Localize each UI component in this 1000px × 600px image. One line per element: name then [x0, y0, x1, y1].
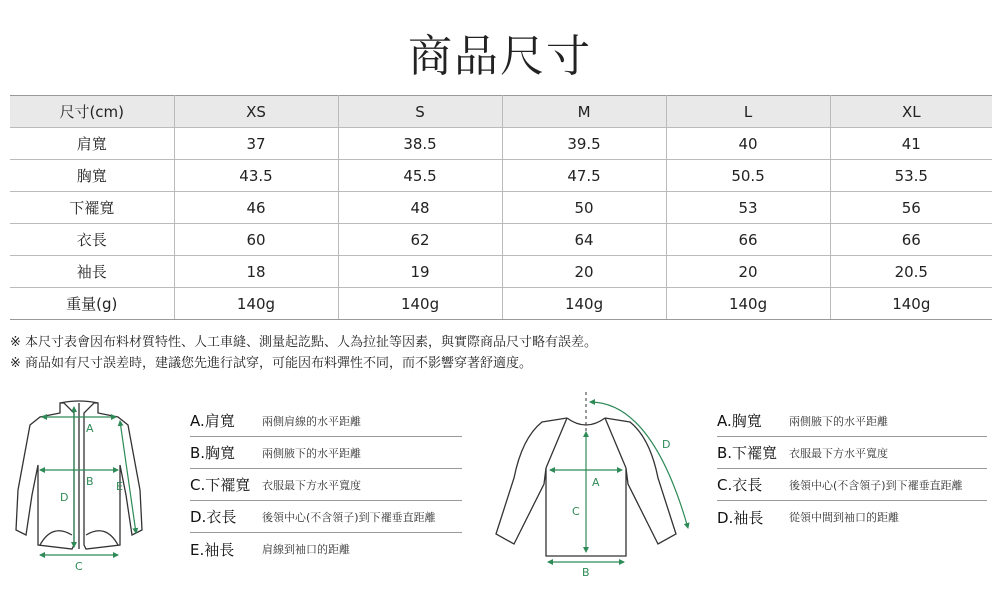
table-row [10, 256, 992, 288]
column-header: 尺寸(cm) [10, 96, 174, 128]
table-cell: 50.5 [666, 160, 830, 192]
legend-desc: 兩側腋下的水平距離 [789, 414, 888, 428]
row-label: 重量(g) [10, 288, 174, 320]
legend-desc: 從領中間到袖口的距離 [789, 511, 899, 524]
table-cell: 66 [666, 224, 830, 256]
legend-item [717, 469, 987, 501]
legend-desc: 後領中心(不含領子)到下襬垂直距離 [789, 478, 963, 492]
table-cell: 53 [666, 192, 830, 224]
table-cell: 56 [830, 192, 992, 224]
note-line: ※ 商品如有尺寸誤差時，建議您先進行試穿，可能因布料彈性不同，而不影響穿著舒適度。 [10, 356, 533, 371]
table-cell: 41 [830, 128, 992, 160]
legend-desc: 肩線到袖口的距離 [262, 543, 350, 556]
label-a: A [86, 422, 94, 435]
table-cell: 46 [174, 192, 338, 224]
legend-key: B.下襬寬 [717, 444, 778, 462]
table-cell: 43.5 [174, 160, 338, 192]
table-row [10, 192, 992, 224]
table-cell: 37 [174, 128, 338, 160]
page-title: 商品尺寸 [408, 31, 592, 82]
row-label: 衣長 [10, 224, 174, 256]
table-cell: 40 [666, 128, 830, 160]
table-cell: 140g [502, 288, 666, 320]
table-cell: 20 [666, 256, 830, 288]
label-a: A [592, 476, 600, 489]
legend-key: C.衣長 [717, 476, 763, 494]
size-table [10, 95, 992, 320]
legend-item [190, 469, 462, 501]
table-cell: 45.5 [338, 160, 502, 192]
table-cell: 38.5 [338, 128, 502, 160]
table-cell: 20 [502, 256, 666, 288]
label-c: C [75, 560, 83, 573]
jacket-diagram [12, 395, 147, 575]
table-cell: 66 [830, 224, 992, 256]
table-cell: 48 [338, 192, 502, 224]
table-cell: 60 [174, 224, 338, 256]
table-cell: 62 [338, 224, 502, 256]
column-header: XS [174, 96, 338, 128]
legend-desc: 後領中心(不含領子)到下襬垂直距離 [262, 510, 436, 524]
raglan-shirt-diagram [492, 388, 702, 578]
table-cell: 64 [502, 224, 666, 256]
table-cell: 47.5 [502, 160, 666, 192]
label-d: D [60, 491, 69, 504]
legend-desc: 兩側腋下的水平距離 [262, 446, 361, 460]
legend-key: C.下襬寬 [190, 476, 251, 494]
legend-item [190, 501, 462, 533]
measure-lines [548, 402, 688, 562]
label-e: E [116, 480, 123, 493]
label-b: B [86, 475, 94, 488]
legend-left [190, 405, 462, 565]
jacket-outline [16, 401, 142, 549]
table-row [10, 160, 992, 192]
table-cell: 140g [338, 288, 502, 320]
legend-desc: 兩側肩線的水平距離 [262, 414, 361, 428]
table-cell: 140g [174, 288, 338, 320]
table-cell: 18 [174, 256, 338, 288]
table-row [10, 224, 992, 256]
row-label: 下襬寬 [10, 192, 174, 224]
table-cell: 53.5 [830, 160, 992, 192]
legend-item [190, 405, 462, 437]
legend-key: A.肩寬 [190, 412, 235, 430]
legend-item [717, 437, 987, 469]
legend-key: A.胸寬 [717, 412, 762, 430]
table-cell: 50 [502, 192, 666, 224]
legend-item [190, 533, 462, 565]
legend-key: D.袖長 [717, 508, 764, 527]
legend-desc: 衣服最下方水平寬度 [789, 446, 888, 460]
row-label: 胸寬 [10, 160, 174, 192]
table-cell: 19 [338, 256, 502, 288]
label-c: C [572, 505, 580, 518]
legend-key: E.袖長 [190, 540, 235, 559]
table-cell: 39.5 [502, 128, 666, 160]
legend-key: B.胸寬 [190, 444, 236, 462]
column-header: L [666, 96, 830, 128]
legend-item [717, 405, 987, 437]
table-cell: 20.5 [830, 256, 992, 288]
column-header: XL [830, 96, 992, 128]
label-d: D [662, 438, 671, 451]
legend-right [717, 405, 987, 533]
table-header-row [10, 96, 992, 128]
table-row [10, 288, 992, 320]
row-label: 袖長 [10, 256, 174, 288]
legend-item [717, 501, 987, 533]
notes [10, 332, 597, 374]
table-row [10, 128, 992, 160]
legend-key: D.衣長 [190, 508, 237, 526]
row-label: 肩寬 [10, 128, 174, 160]
column-header: S [338, 96, 502, 128]
table-cell: 140g [830, 288, 992, 320]
legend-desc: 衣服最下方水平寬度 [262, 478, 361, 492]
label-b: B [582, 566, 590, 578]
note-line: ※ 本尺寸表會因布料材質特性、人工車縫、測量起訖點、人為拉扯等因素，與實際商品尺寸略有誤差。 [10, 335, 598, 350]
table-cell: 140g [666, 288, 830, 320]
legend-item [190, 437, 462, 469]
column-header: M [502, 96, 666, 128]
